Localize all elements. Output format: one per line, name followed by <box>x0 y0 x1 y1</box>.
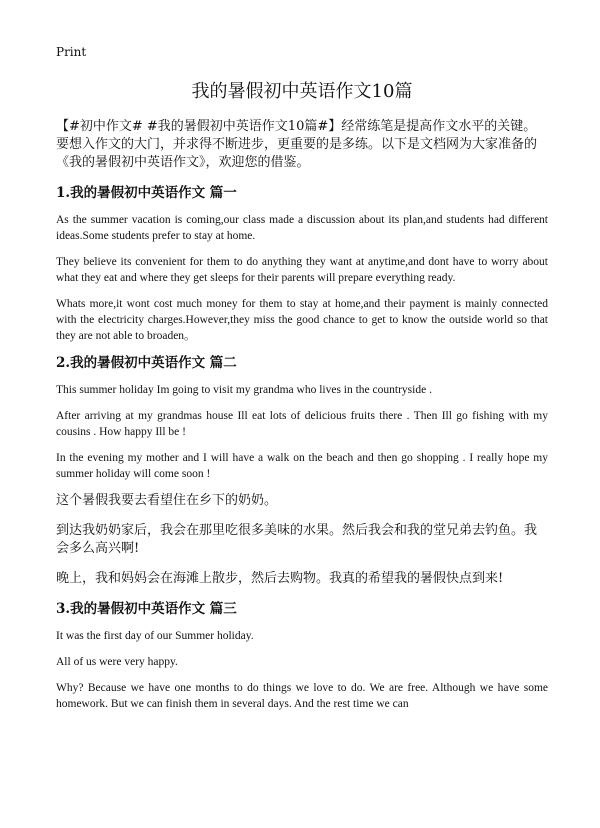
section-2-paragraph: This summer holiday Im going to visit my grandma who lives in the countryside . <box>56 384 432 396</box>
page-title: 我的暑假初中英语作文10篇 <box>191 81 413 102</box>
section-2-paragraph: After arriving at my grandmas house Ill eat lots of delicious fruits there . Then Ill go fishing with my cousins . How happy Ill be ! <box>56 410 548 438</box>
section-1-paragraph: They believe its convenient for them to do anything they want at anytime,and dont have to worry about what they eat and where they get sleeps for their parents will prepare everything ready. <box>56 256 548 284</box>
section-2-chinese-paragraph: 这个暑假我要去看望住在乡下的奶奶。 <box>56 493 278 508</box>
section-2-chinese-paragraph: 晚上，我和妈妈会在海滩上散步，然后去购物。我真的希望我的暑假快点到来! <box>56 571 504 586</box>
intro-paragraph: 【#初中作文# #我的暑假初中英语作文10篇#】经常练笔是提高作文水平的关键。要想入作文的大门，并求得不断进步，更重要的是多练。以下是文档网为大家准备的《我的暑假初中英语作文》，欢迎您的借鉴。 <box>56 119 538 170</box>
section-2-paragraph: In the evening my mother and I will have a walk on the beach and then go shopping . I really hope my summer holiday will come soon ! <box>56 452 548 480</box>
section-2-chinese-paragraph: 到达我奶奶家后，我会在那里吃很多美味的水果。然后我会和我的堂兄弟去钓鱼。我会多么高兴啊! <box>56 523 538 556</box>
section-1-paragraph: Whats more,it wont cost much money for them to stay at home,and their payment is mainly connected with the electricity charges.However,they miss the good chance to get to know the outside world so that they are not able to broaden。 <box>56 298 548 342</box>
section-3-paragraph: Why? Because we have one months to do things we love to do. We are free. Although we have some homework. But we can finish them in several days. And the rest time we can <box>56 682 548 710</box>
print-label: Print <box>56 45 87 59</box>
section-3-paragraph: All of us were very happy. <box>56 656 178 668</box>
document-page <box>56 44 548 722</box>
section-3-paragraph: It was the first day of our Summer holiday. <box>56 630 254 642</box>
section-1-paragraph: As the summer vacation is coming,our class made a discussion about its plan,and students had different ideas.Some students prefer to stay at home. <box>56 214 548 242</box>
section-heading-2: 2.我的暑假初中英语作文 篇二 <box>56 355 237 371</box>
section-heading-1: 1.我的暑假初中英语作文 篇一 <box>56 185 237 201</box>
section-heading-3: 3.我的暑假初中英语作文 篇三 <box>56 601 237 617</box>
